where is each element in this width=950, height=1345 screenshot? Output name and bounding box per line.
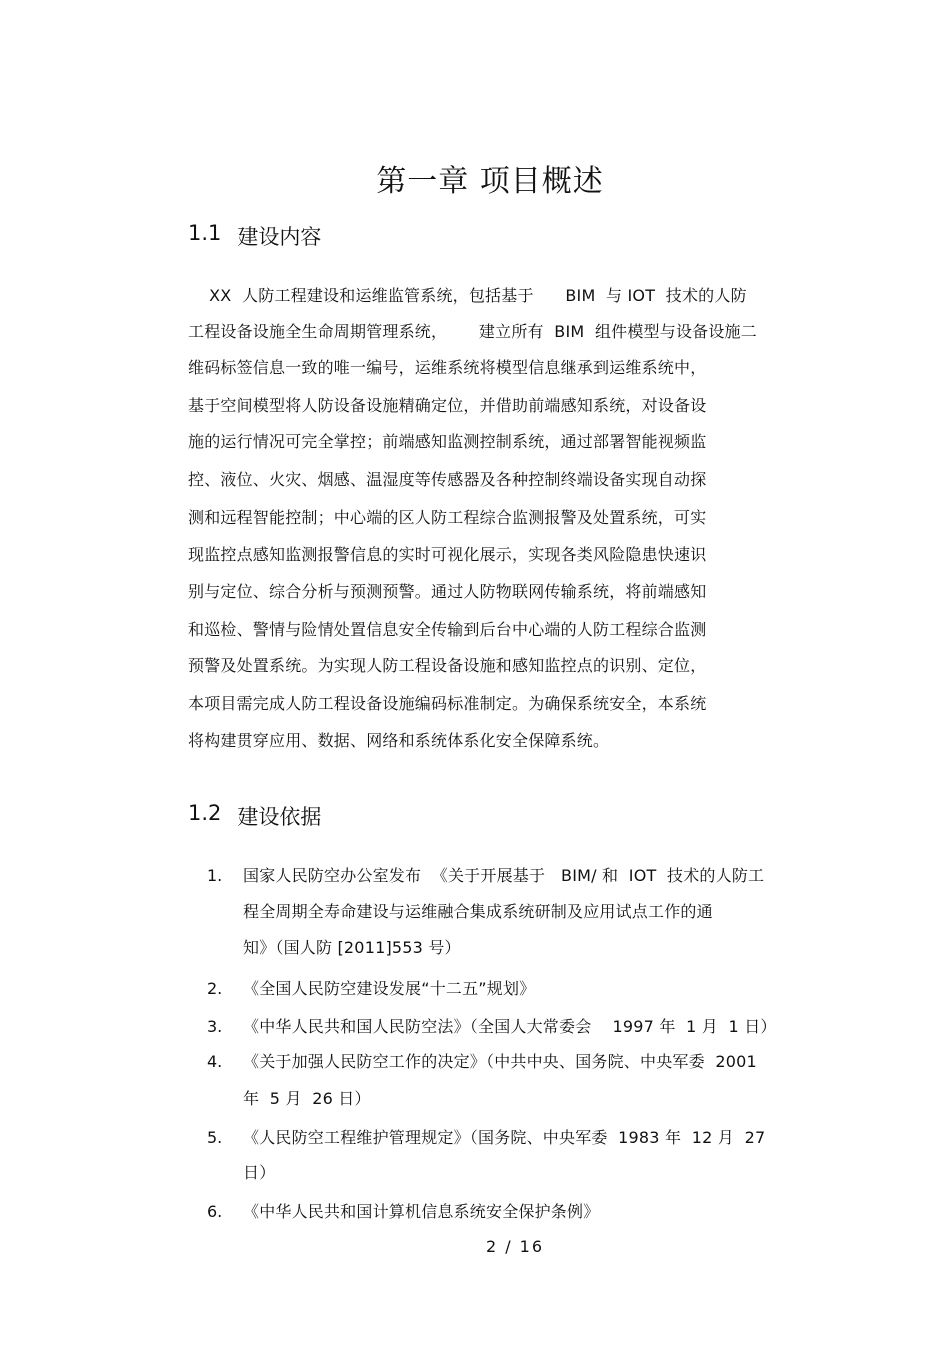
page-number: 2 / 16: [485, 1237, 545, 1256]
paragraph-line: 预警及处置系统。为实现人防工程设备设施和感知监控点的识别、定位，: [188, 656, 707, 675]
paragraph-line: 和巡检、警情与险情处置信息安全传输到后台中心端的人防工程综合监测: [188, 620, 707, 639]
chapter-title: 第一章 项目概述: [376, 164, 604, 200]
paragraph-line: 本项目需完成人防工程设备设施编码标准制定。为确保系统安全，本系统: [188, 694, 707, 713]
paragraph-line: 将构建贯穿应用、数据、网络和系统体系化安全保障系统。: [188, 731, 610, 750]
section-number: 1.1: [188, 221, 222, 245]
list-text: 日）: [243, 1163, 276, 1182]
paragraph-line: 工程设备设施全生命周期管理系统， 建立所有 BIM 组件模型与设备设施二: [188, 322, 757, 341]
list-text: 《中华人民共和国人民防空法》（全国人大常委会 1997 年 1 月 1 日）: [243, 1017, 777, 1036]
paragraph-line: 测和远程智能控制；中心端的区人防工程综合监测报警及处置系统，可实: [188, 508, 707, 527]
list-text: 《全国人民防空建设发展“十二五”规划》: [243, 979, 536, 998]
section-title: 建设依据: [237, 805, 322, 829]
paragraph-line: 施的运行情况可完全掌控；前端感知监测控制系统，通过部署智能视频监: [188, 432, 707, 451]
section-heading-1-2: [188, 801, 321, 831]
section-heading-1-1: [188, 221, 321, 251]
section-title: 建设内容: [237, 225, 322, 249]
paragraph-line: 维码标签信息一致的唯一编号，运维系统将模型信息继承到运维系统中，: [188, 358, 707, 377]
paragraph-line: XX 人防工程建设和运维监管系统，包括基于 BIM 与 IOT 技术的人防: [188, 286, 747, 305]
list-number: 3.: [207, 1017, 223, 1036]
list-text: 知》（国人防 [2011]553 号）: [243, 938, 461, 957]
list-number: 4.: [207, 1052, 223, 1071]
list-text: 《中华人民共和国计算机信息系统安全保护条例》: [243, 1202, 600, 1221]
paragraph-line: 现监控点感知监测报警信息的实时可视化展示，实现各类风险隐患快速识: [188, 545, 707, 564]
list-text: 《人民防空工程维护管理规定》（国务院、中央军委 1983 年 12 月 27: [243, 1128, 766, 1147]
paragraph-line: 控、液位、火灾、烟感、温湿度等传感器及各种控制终端设备实现自动探: [188, 470, 707, 489]
list-number: 1.: [207, 866, 223, 885]
list-text: 年 5 月 26 日）: [243, 1089, 371, 1108]
paragraph-line: 基于空间模型将人防设备设施精确定位，并借助前端感知系统，对设备设: [188, 396, 707, 415]
list-number: 2.: [207, 979, 223, 998]
list-text: 《关于加强人民防空工作的决定》（中共中央、国务院、中央军委 2001: [243, 1052, 757, 1071]
list-text: 国家人民防空办公室发布 《关于开展基于 BIM/ 和 IOT 技术的人防工: [243, 866, 765, 885]
paragraph-line: 别与定位、综合分析与预测预警。通过人防物联网传输系统，将前端感知: [188, 582, 707, 601]
list-text: 程全周期全寿命建设与运维融合集成系统研制及应用试点工作的通: [243, 902, 713, 921]
list-number: 6.: [207, 1202, 223, 1221]
section-number: 1.2: [188, 801, 222, 825]
list-number: 5.: [207, 1128, 223, 1147]
